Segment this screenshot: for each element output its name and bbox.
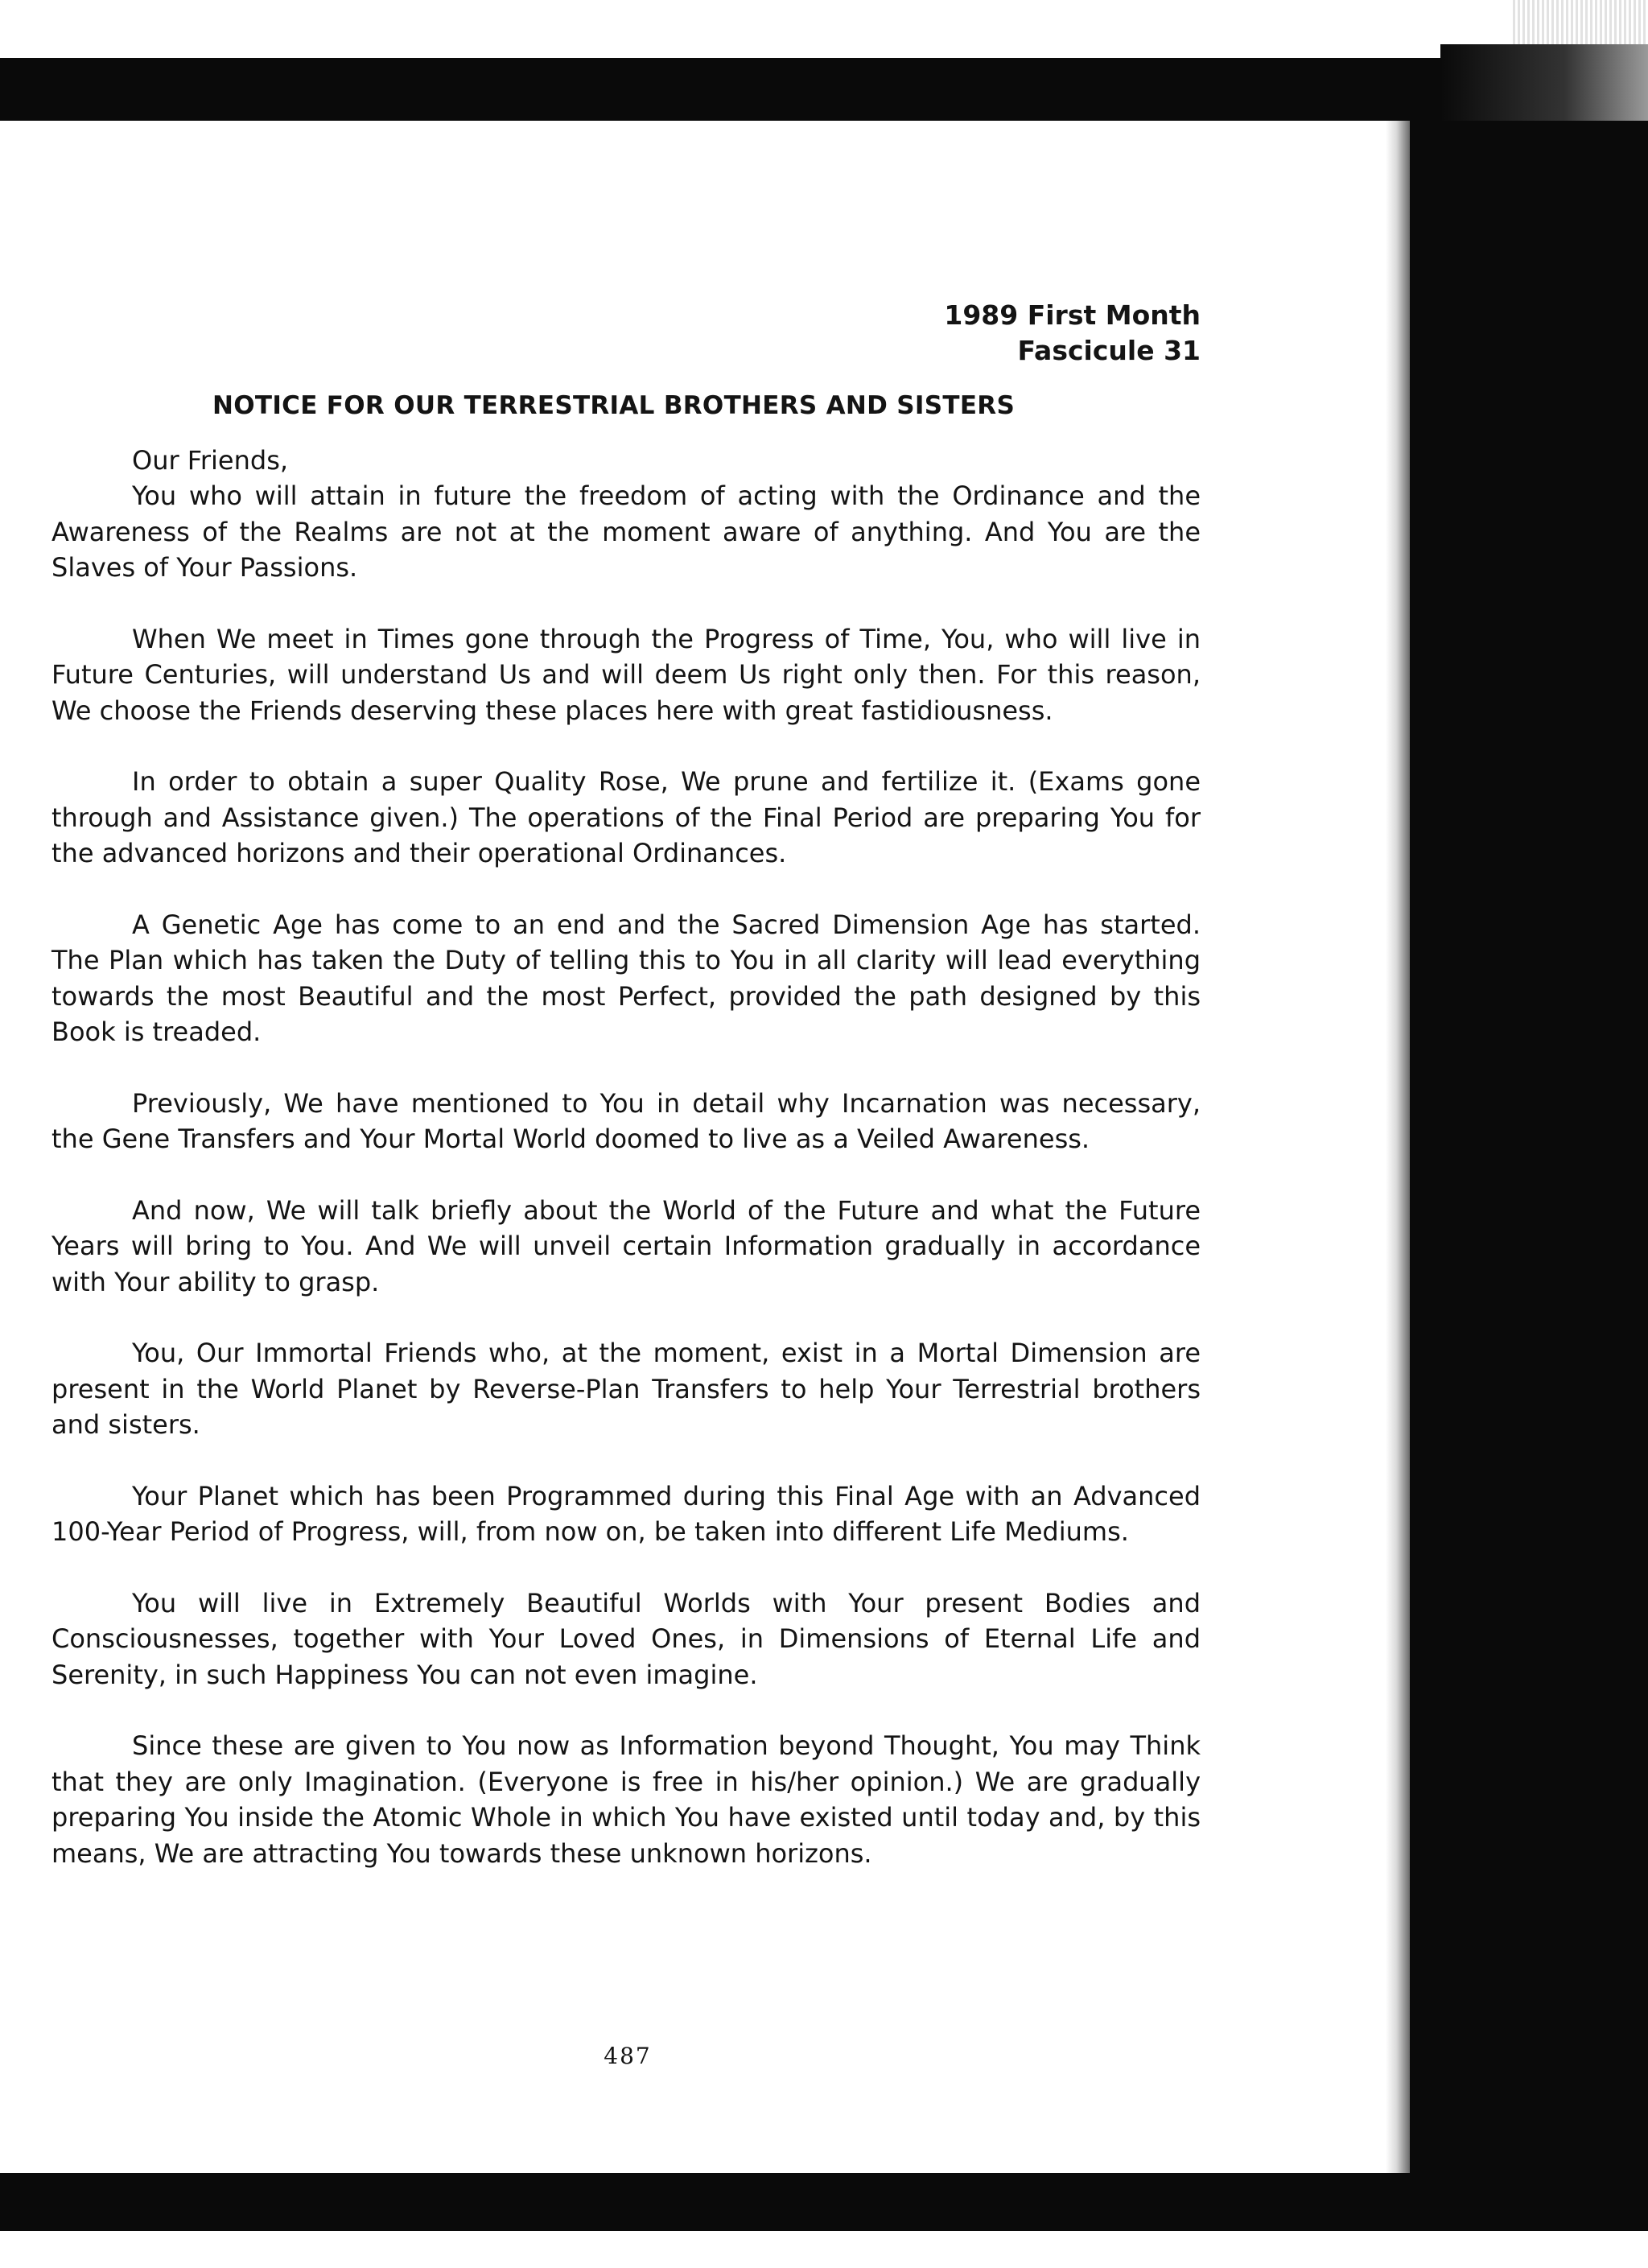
scan-top-border <box>0 58 1440 121</box>
paragraph: Your Planet which has been Programmed during this Final Age with an Advanced 100-Year Period of Progress, will, from now on, be taken into different Life Mediums. <box>52 1480 1201 1547</box>
salutation: Our Friends, <box>132 445 289 476</box>
page-number: 487 <box>604 2043 652 2069</box>
fascicule-line: Fascicule 31 <box>1017 335 1201 366</box>
paragraph: You will live in Extremely Beautiful Worlds with Your present Bodies and Consciousnesses, together with Your Loved Ones, in Dimensions of Eternal Life and Serenity, in such Happiness You can not even imagine. <box>52 1587 1201 1690</box>
page-content <box>52 298 1201 1871</box>
date-line: 1989 First Month <box>944 299 1201 331</box>
paragraph: Previously, We have mentioned to You in detail why Incarnation was necessary, the Gene Transfers and Your Mortal World doomed to live as a Veiled Awareness. <box>52 1087 1201 1154</box>
paragraph: Since these are given to You now as Information beyond Thought, You may Think that they are only Imagination. (Everyone is free in his/her opinion.) We are gradually preparing You inside the Atomic Whole in which You have existed until today and, by this means, We are attracting You towards these unknown horizons. <box>52 1730 1201 1869</box>
paragraph: When We meet in Times gone through the Progress of Time, You, who will live in Future Centuries, will understand Us and will deem Us right only then. For this reason, We choose the Friends deserving these places here with great fastidiousness. <box>52 623 1201 726</box>
book-page-edge <box>1386 121 1410 2173</box>
scan-top-border-fade <box>1440 44 1648 121</box>
scan-bottom-margin <box>0 2231 1648 2268</box>
notice-title: NOTICE FOR OUR TERRESTRIAL BROTHERS AND SISTERS <box>212 391 1016 420</box>
page-header <box>52 298 1201 369</box>
scan-bottom-border <box>0 2173 1648 2231</box>
paragraph: You who will attain in future the freedom of acting with the Ordinance and the Awareness of the Realms are not at the moment aware of anything. And You are the Slaves of Your Passions. <box>52 480 1201 583</box>
scan-right-border <box>1410 121 1648 2173</box>
paragraph: And now, We will talk briefly about the World of the Future and what the Future Years will bring to You. And We will unveil certain Information gradually in accordance with Your ability to grasp. <box>52 1194 1201 1297</box>
paragraph: A Genetic Age has come to an end and the Sacred Dimension Age has started. The Plan which has taken the Duty of telling this to You in all clarity will lead everything towards the most Beautiful and the most Perfect, provided the path designed by this Book is treaded. <box>52 909 1201 1047</box>
paragraph: In order to obtain a super Quality Rose, We prune and fertilize it. (Exams gone through and Assistance given.) The operations of the Final Period are preparing You for the advanced horizons and their operational Ordinances. <box>52 766 1201 868</box>
paragraph: You, Our Immortal Friends who, at the moment, exist in a Mortal Dimension are present in the World Planet by Reverse-Plan Transfers to help Your Terrestrial brothers and sisters. <box>52 1338 1201 1440</box>
